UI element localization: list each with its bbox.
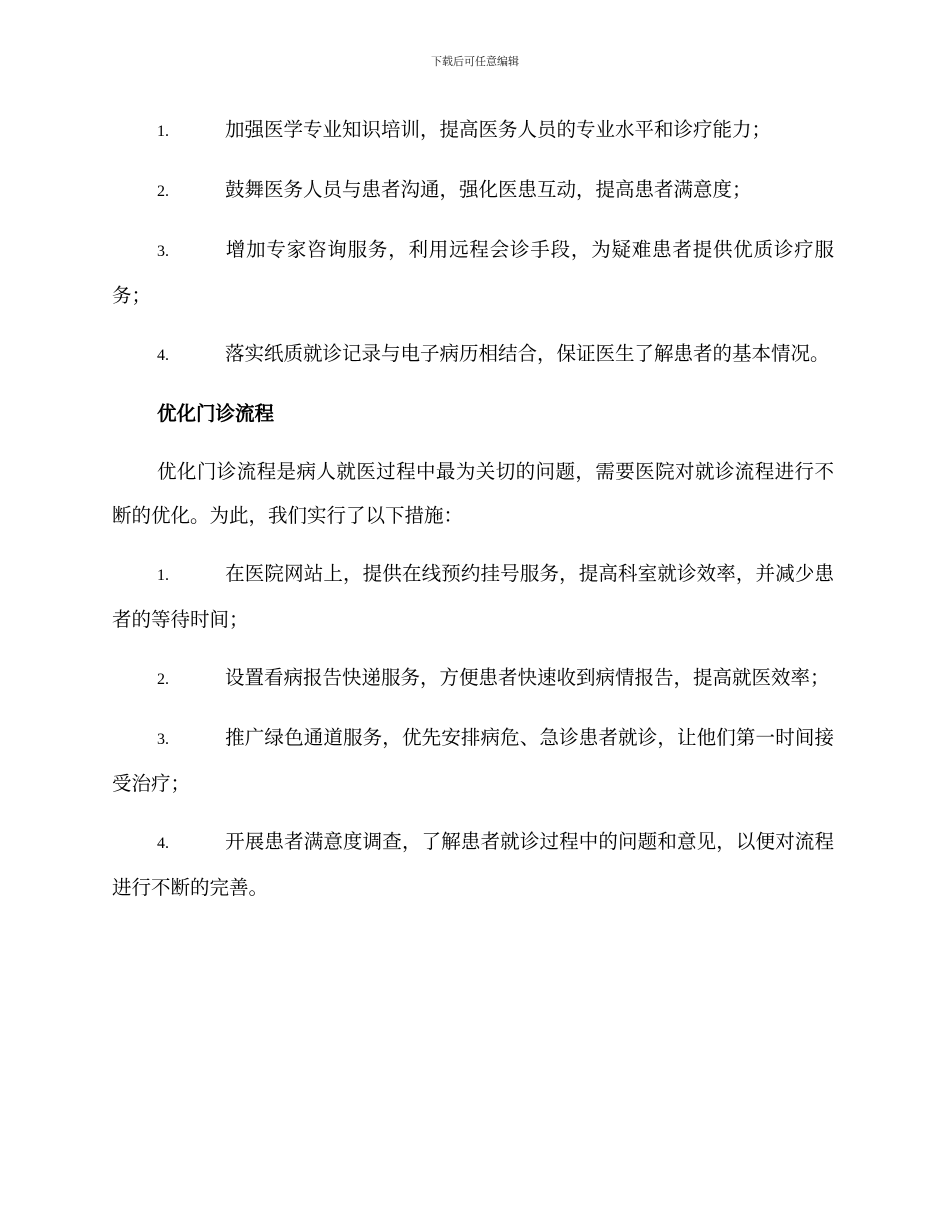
list-number: 3.	[157, 243, 169, 260]
document-body	[112, 108, 834, 924]
page-header: 下载后可任意编辑	[431, 55, 519, 68]
list-text: 加强医学专业知识培训，提高医务人员的专业水平和诊疗能力；	[225, 118, 772, 141]
list-item	[112, 168, 834, 214]
list-text: 开展患者满意度调查，了解患者就诊过程中的问题和意见，以便对流程进行不断的完善。	[112, 830, 834, 899]
list-number: 1.	[157, 123, 169, 140]
list-item	[112, 108, 834, 154]
list-text: 增加专家咨询服务，利用远程会诊手段，为疑难患者提供优质诊疗服务；	[112, 238, 834, 307]
list-text: 落实纸质就诊记录与电子病历相结合，保证医生了解患者的基本情况。	[225, 342, 830, 365]
list-item	[112, 820, 834, 910]
list-item	[112, 332, 834, 378]
list-number: 2.	[157, 671, 169, 688]
list-item	[112, 656, 834, 702]
section-heading: 优化门诊流程	[157, 402, 275, 425]
list-number: 1.	[157, 567, 169, 584]
list-item	[112, 228, 834, 318]
list-text: 推广绿色通道服务，优先安排病危、急诊患者就诊，让他们第一时间接受治疗；	[112, 726, 834, 795]
list-number: 4.	[157, 835, 169, 852]
list-number: 4.	[157, 347, 169, 364]
list-text: 鼓舞医务人员与患者沟通，强化医患互动，提高患者满意度；	[225, 178, 752, 201]
list-text: 在医院网站上，提供在线预约挂号服务，提高科室就诊效率，并减少患者的等待时间；	[112, 562, 834, 631]
section-intro-paragraph: 优化门诊流程是病人就医过程中最为关切的问题，需要医院对就诊流程进行不断的优化。为此，我们实行了以下措施：	[112, 460, 834, 527]
list-number: 3.	[157, 731, 169, 748]
list-text: 设置看病报告快递服务，方便患者快速收到病情报告，提高就医效率；	[225, 666, 830, 689]
list-item	[112, 716, 834, 806]
list-item	[112, 552, 834, 642]
list-number: 2.	[157, 183, 169, 200]
